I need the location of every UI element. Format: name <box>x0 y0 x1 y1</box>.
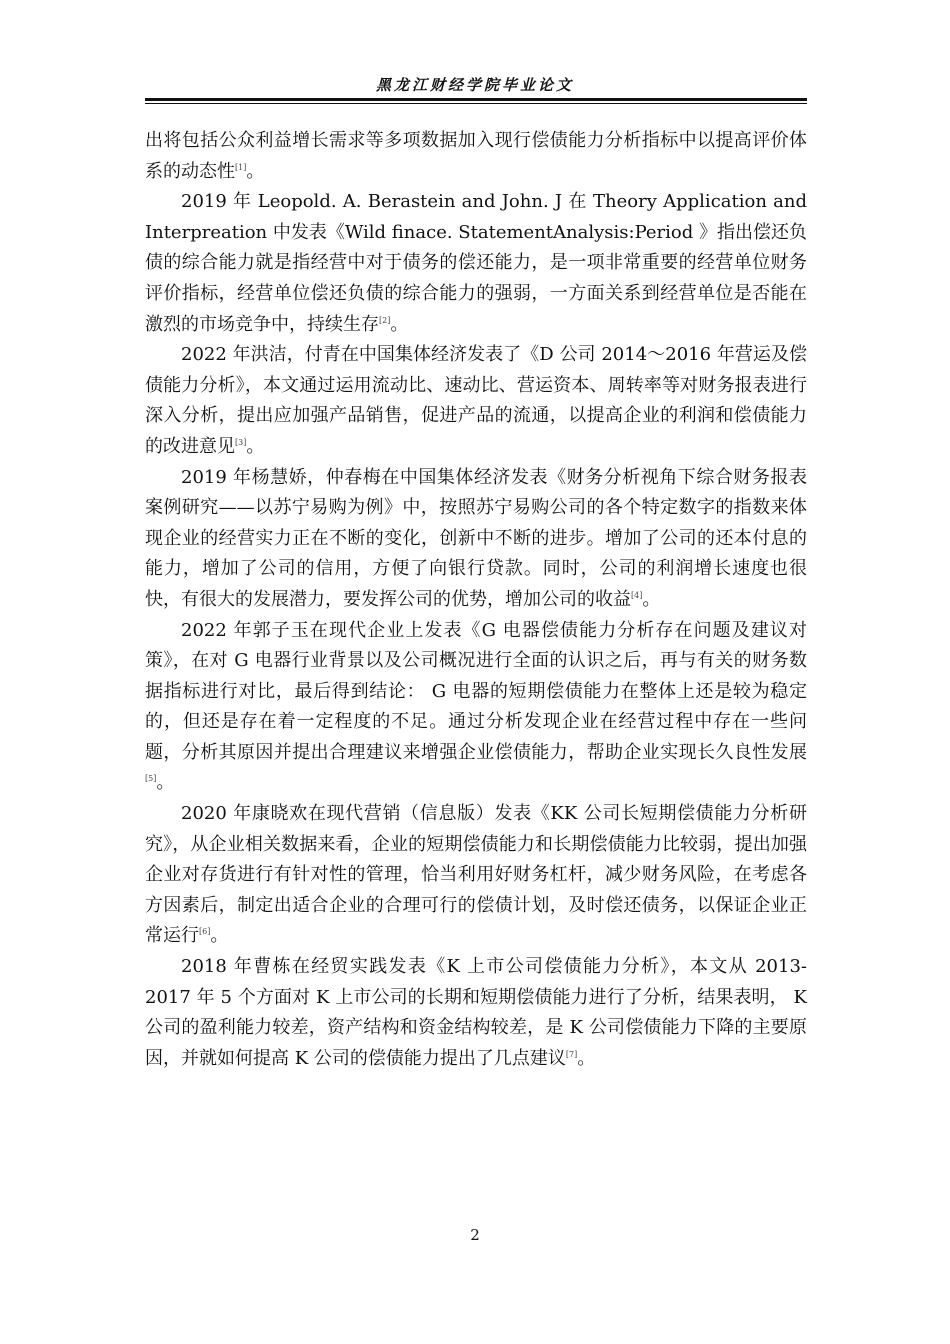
paragraph-3: 2022 年洪洁，付青在中国集体经济发表了《D 公司 2014～2016 年营运及偿债能力分析》，本文通过运用流动比、速动比、营运资本、周转率等对财务报表进行深入分析，提出应加强产品销售，促进产品的流通，以提高企业的利润和偿债能力的改进意见[3]。 <box>145 344 807 457</box>
paragraph-6: 2020 年康晓欢在现代营销（信息版）发表《KK 公司长短期偿债能力分析研究》，从企业相关数据来看，企业的短期偿债能力和长期偿债能力比较弱，提出加强企业对存货进行有针对性的管理，恰当利用好财务杠杆，减少财务风险，在考虑各方因素后，制定出适合企业的合理可行的偿债计划，及时偿还债务，以保证企业正常运行[6]。 <box>145 803 807 947</box>
paragraph-2: 2019 年 Leopold. A. Berastein and John. J 在 Theory Application and Interpreation 中发表《Wild finace. StatementAnalysis:Period 》指出偿还负债的综合能力就是指经营中对于债务的偿还能力，是一项非常重要的经营单位财务评价指标，经营单位偿还负债的综合能力的强弱，一方面关系到经营单位是否能在激烈的市场竞争中，持续生存[2]。 <box>145 191 807 335</box>
paragraph-5: 2022 年郭子玉在现代企业上发表《G 电器偿债能力分析存在问题及建议对策》，在对 G 电器行业背景以及公司概况进行全面的认识之后，再与有关的财务数据指标进行对比，最后得到结论： G 电器的短期偿债能力在整体上还是较为稳定的，但还是存在着一定程度的不足。通过分析发现企业在经营过程中存在一些问题，分析其原因并提出合理建议来增强企业偿债能力，帮助企业实现长久良性发展[5]。 <box>145 619 807 794</box>
citation-ref: [5] <box>145 774 157 784</box>
header-rule-thick <box>145 98 807 101</box>
citation-ref: [1] <box>235 162 247 172</box>
header-rule-thin <box>145 103 807 104</box>
paragraph-1: 出将包括公众利益增长需求等多项数据加入现行偿债能力分析指标中以提高评价体系的动态性[1]。 <box>145 130 807 182</box>
citation-ref: [7] <box>565 1049 578 1059</box>
citation-ref: [3] <box>235 437 247 447</box>
citation-ref: [4] <box>631 590 643 600</box>
body-text <box>145 126 807 1074</box>
citation-ref: [6] <box>199 927 211 937</box>
paragraph-7: 2018 年曹栋在经贸实践发表《K 上市公司偿债能力分析》，本文从 2013-2017 年 5 个方面对 K 上市公司的长期和短期偿债能力进行了分析，结果表明， K 公司的盈利能力较差，资产结构和资金结构较差，是 K 公司偿债能力下降的主要原因，并就如何提高 K 公司的偿债能力提出了几点建议[7]。 <box>145 956 807 1069</box>
paragraph-4: 2019 年杨慧娇，仲春梅在中国集体经济发表《财务分析视角下综合财务报表案例研究——以苏宁易购为例》中，按照苏宁易购公司的各个特定数字的指数来体现企业的经营实力正在不断的变化，创新中不断的进步。增加了公司的还本付息的能力，增加了公司的信用，方便了向银行贷款。同时，公司的利润增长速度也很快，有很大的发展潜力，要发挥公司的优势，增加公司的收益[4]。 <box>145 466 807 610</box>
page-number: 2 <box>470 1226 480 1244</box>
running-header-title: 黑龙江财经学院毕业论文 <box>375 76 574 94</box>
citation-ref: [2] <box>379 315 391 325</box>
